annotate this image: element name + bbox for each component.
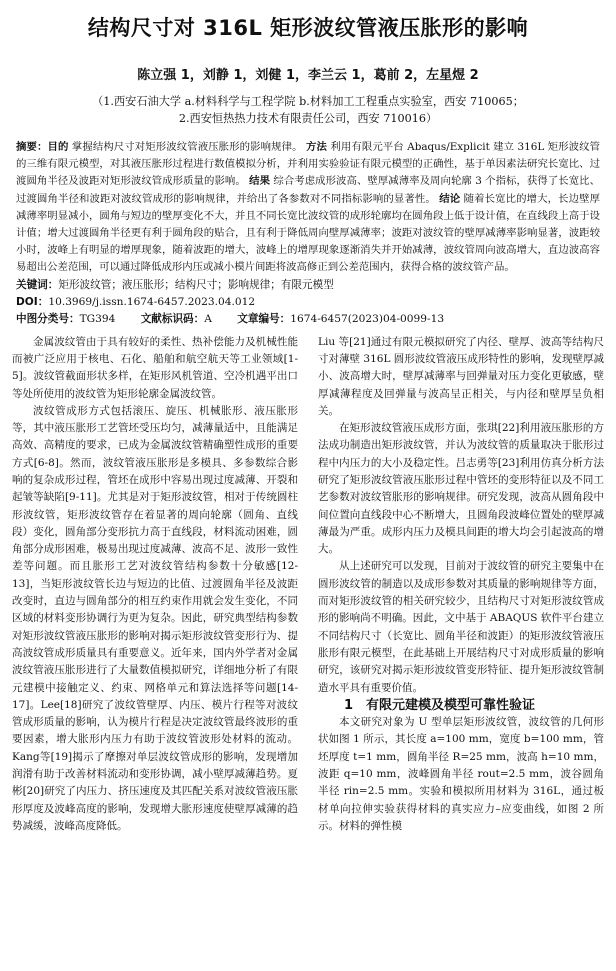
objective-text: 掌握结构尺寸对矩形波纹管液压胀形的影响规律。 [71,141,303,153]
paragraph: 在矩形波纹管液压成形方面，张琪[22]利用液压胀形的方法成功制造出矩形波纹管，并认为波纹管的质量取决于胀形过程中内压力的大小及稳定性。吕志勇等[23]利用仿真分析方法研究了矩形波纹管液压胀形过程中管坯的变形特征以及不同工艺参数对波纹管胀形的影响规律。研究发现，波高从圆角段中间位置向直线段中心不断增大，且圆角段波峰位置处的壁厚减薄最为严重。成形内压力及模具间距的增大均会引起波高的增大。 [318,422,604,556]
methods-text: 利用有限元平台 Abaqus/Explicit 建立 316L 矩形波纹管的三维有限元模型，对其液压胀形过程进行数值模拟分析，并利用实验验证有限元模型的正确性，基于单因素法研究长宽比、过渡圆角半径及波距对矩形波纹管成形质量的影响。 [16,141,601,188]
clc-value: TG394 [79,312,116,325]
methods-label: 方法 [305,141,327,153]
paragraph: Liu 等[21]通过有限元模拟研究了内径、壁厚、波高等结构尺寸对薄壁 316L 圆形波纹管液压成形特性的影响，发现壁厚减小、波高增大时，壁厚减薄率与回弹量对压力变化更敏感，壁厚减薄程度及回弹量与波高呈正相关，与内径和壁厚呈负相关。 [318,335,604,417]
article-number-label: 文章编号： [237,312,291,325]
classification-row [16,311,600,328]
paper-title: 结构尺寸对 316L 矩形波纹管液压胀形的影响 [87,16,529,40]
results-text: 综合考虑成形波高、壁厚减薄率及周向轮廓 3 个指标，获得了长宽比、过渡圆角半径和波距对波纹管成形的影响规律，并给出了各参数对不同指标影响的显著性。 [16,175,600,205]
keywords [16,277,600,294]
doi [16,294,600,311]
author-list: 陈立强 1，刘静 1，刘健 1，李兰云 1，葛前 2，左星煜 2 [137,68,479,83]
conclusion-label: 结论 [439,192,461,205]
affiliation-line: （1.西安石油大学 a.材料科学与工程学院 b.材料加工工程重点实验室，西安 710065； [92,95,524,108]
doi-link[interactable]: 10.3969/j.issn.1674-6457.2023.04.012 [48,295,256,308]
affiliation-line: 2.西安恒热热力技术有限责任公司，西安 710016） [178,112,438,125]
abstract [12,139,604,277]
keywords-label: 关键词： [16,278,59,291]
section-heading: 1 有限元建模及模型可靠性验证 [344,697,536,713]
body-columns [12,334,604,836]
paragraph: 金属波纹管由于具有较好的柔性、热补偿能力及机械性能而被广泛应用于核电、石化、船舶和航空航天等工业领域[1-5]。波纹管截面形状多样，在矩形风机管道、空冷机遇平出口等处所使用的波纹管为矩形轮廓金属波纹管。 [12,335,298,400]
clc-label: 中图分类号： [16,312,80,325]
doc-code-value: A [204,312,212,325]
results-label: 结果 [249,175,271,188]
left-column [12,334,298,836]
paragraph: 本文研究对象为 U 型单层矩形波纹管，波纹管的几何形状如图 1 所示，其长度 a=100 mm，宽度 b=100 mm，管坯厚度 t=1 mm，圆角半径 R=25 mm，波高 h=10 mm，波距 q=10 mm，波峰圆角半径 rout=2.5 mm，波谷圆角半径 rin=2.5 mm。实验和模拟所用材料为 316L，通过板材单向拉伸实验获得材料的真实应力–应变曲线，如图 2 所示。材料的弹性模 [318,716,604,832]
right-column [318,334,604,836]
affiliations [12,93,604,127]
keywords-text: 矩形波纹管；液压胀形；结构尺寸；影响规律；有限元模型 [58,278,334,291]
article-number-value: 1674-6457(2023)04-0099-13 [290,312,445,325]
meta-block [12,277,604,328]
objective-label: 目的 [47,141,69,153]
doi-label: DOI： [16,295,49,308]
doc-code-label: 文献标识码： [140,312,205,325]
conclusion-text: 随着长宽比的增大，长边壁厚减薄率明显减小，圆角与短边的壁厚变化不大，并且不同长宽比波纹管的成形轮廓均在圆角段上低于设计值，在直线段上高于设计值；增大过渡圆角半径更有利于圆角段的贴合，且有利于降低周向壁厚减薄率；波距对波纹管的壁厚减薄率影响显著，波距较小时，波峰上有明显的增厚现象，随着波距的增大，波峰上的增厚现象逐渐消失并开始减薄，波纹管周向波高增大，直边波高容易超出公差范围，可以通过降低成形内压或减小模片间距将波高修正到公差范围内，获得合格的波纹管产品。 [16,192,601,274]
paragraph: 波纹管成形方式包括滚压、旋压、机械胀形、液压胀形等，其中液压胀形工艺管坯受压均匀，减薄量适中，且能满足高效、高精度的要求，已成为金属波纹管精确塑性成形的重要方式[6-8]。然而，波纹管液压胀形是多模具、多参数综合影响的复杂成形过程，管坯在成形中容易出现过度减薄、开裂和起皱等缺陷[9-11]。尤其是对于矩形波纹管，相对于传统圆柱形波纹管，矩形波纹管存在着显著的周向轮廓（圆角、直线段）变化，圆角部分变形抗力高于直线段，材料流动困难，圆角部分成形困难，极易出现过度减薄、波高不足、波形一致性差等问题。而且胀形工艺对波纹管结构参数十分敏感[12-13]，当矩形波纹管长边与短边的比值、过渡圆角半径及波距改变时，直边与圆角部分的相互约束作用就会发生变化，不同区域的材料变形协调行为更为复杂。因此，研究典型结构参数对矩形波纹管液压胀形的影响对揭示矩形波纹管变形行为、提高波纹管成形质量具有重要意义。近年来，国内外学者对金属波纹管液压胀形进行了大量数值模拟研究，详细地分析了有限元建模中接触定义、约束、网格单元和算法选择等问题[14-17]。Lee[18]研究了波纹管壁厚、内压、模片行程等对波纹管成形质量的影响，认为模片行程是决定波纹管最终波形的重要因素，增大胀形内压力有助于波纹管波形处材料的流动。Kang等[19]揭示了摩擦对单层波纹管成形的影响，发现增加润滑有助于改善材料流动和变形协调，减小壁厚减薄趋势。夏彬[20]研究了内压力、挤压速度及其匹配关系对波纹管液压胀形厚度及波峰高度的影响，发现增大胀形速度使壁厚减薄的趋势减缓，波峰高度降低。 [12,404,298,832]
paragraph: 从上述研究可以发现，目前对于波纹管的研究主要集中在圆形波纹管的制造以及成形参数对其质量的影响规律等方面，而对矩形波纹管的相关研究较少，且结构尺寸对矩形波纹管成形的影响尚不明确。因此，文中基于 ABAQUS 软件平台建立不同结构尺寸（长宽比、圆角半径和波距）的矩形波纹管液压胀形有限元模型，在此基础上开展结构尺寸对成形质量的影响研究，该研究对揭示矩形波纹管变形特征、提升矩形波纹管制造水平具有重要价值。 [318,560,604,694]
abstract-label: 摘要： [16,141,48,153]
